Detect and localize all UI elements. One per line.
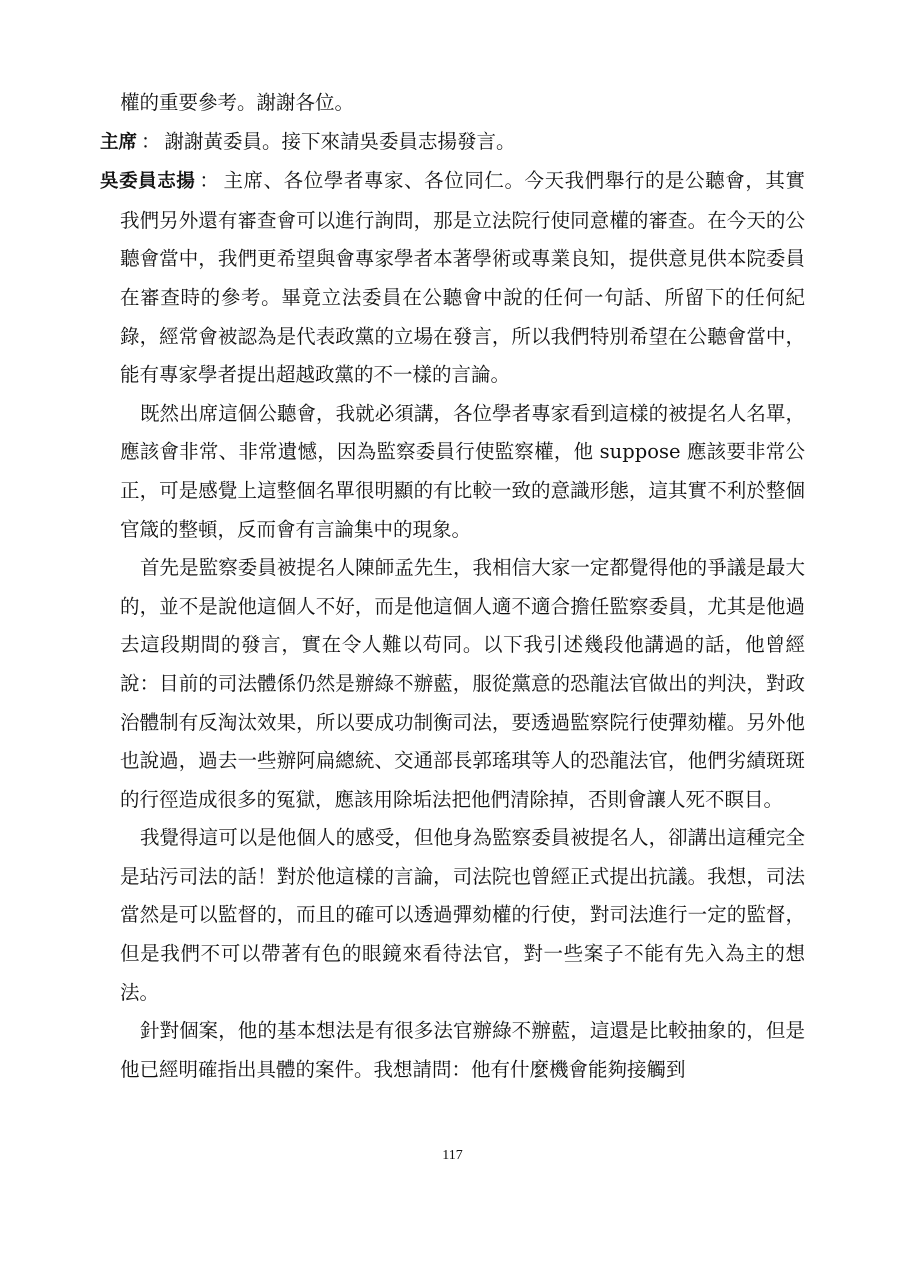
speaker-name: 主席 [100, 131, 138, 153]
paragraph-body [100, 819, 805, 1012]
paragraph-text: 針對個案，他的基本想法是有很多法官辦綠不辦藍，這還是比較抽象的，但是他已經明確指出具體的案件。我想請問：他有什麼機會能夠接觸到 [120, 1019, 805, 1081]
paragraph-text: 首先是監察委員被提名人陳師孟先生，我相信大家一定都覺得他的爭議是最大的，並不是說他這個人不好，而是他這個人適不適合擔任監察委員，尤其是他過去這段期間的發言，實在令人難以苟同。以下我引述幾段他講過的話，他曾經說：目前的司法體係仍然是辦綠不辦藍，服從黨意的恐龍法官做出的判決，對政治體制有反淘汰效果，所以要成功制衡司法，要透過監察院行使彈劾權。另外他也說過，過去一些辦阿扁總統、交通部長郭瑤琪等人的恐龍法官，他們劣績斑斑的行徑造成很多的冤獄，應該用除垢法把他們清除掉，否則會讓人死不瞑目。 [120, 556, 805, 811]
speaker-name: 吳委員志揚 [100, 171, 196, 193]
speaker-colon: ： [141, 129, 161, 153]
speech-text: 主席、各位學者專家、各位同仁。今天我們舉行的是公聽會，其實我們另外還有審查會可以進行詢問，那是立法院行使同意權的審查。在今天的公聽會當中，我們更希望與會專家學者本著學術或專業良知，提供意見供本院委員在審查時的參考。畢竟立法委員在公聽會中說的任何一句話、所留下的任何紀錄，經常會被認為是代表政黨的立場在發言，所以我們特別希望在公聽會當中，能有專家學者提出超越政黨的不一樣的言論。 [120, 169, 805, 387]
speech-wu [100, 162, 805, 395]
transcript-body [100, 84, 805, 1089]
paragraph-body [100, 1012, 805, 1089]
page-number: 117 [442, 1148, 463, 1163]
paragraph-text: 既然出席這個公聽會，我就必須講，各位學者專家看到這樣的被提名人名單，應該會非常、非常遺憾，因為監察委員行使監察權，他 suppose 應該要非常公正，可是感覺上這整個名單很明顯的有比較一致的意識形態，這其實不利於整個官箴的整頓，反而會有言論集中的現象。 [120, 401, 805, 541]
speaker-colon: ： [199, 169, 220, 193]
speech-text: 謝謝黃委員。接下來請吳委員志揚發言。 [164, 129, 516, 153]
paragraph-continuation [100, 84, 805, 123]
paragraph-text: 我覺得這可以是他個人的感受，但他身為監察委員被提名人，卻講出這種完全是玷污司法的話！對於他這樣的言論，司法院也曾經正式提出抗議。我想，司法當然是可以監督的，而且的確可以透過彈劾權的行使，對司法進行一定的監督，但是我們不可以帶著有色的眼鏡來看待法官，對一些案子不能有先入為主的想法。 [120, 826, 805, 1004]
paragraph-text: 權的重要參考。謝謝各位。 [120, 91, 355, 114]
paragraph-body [100, 549, 805, 819]
speech-chair [100, 123, 805, 163]
paragraph-body [100, 395, 805, 549]
